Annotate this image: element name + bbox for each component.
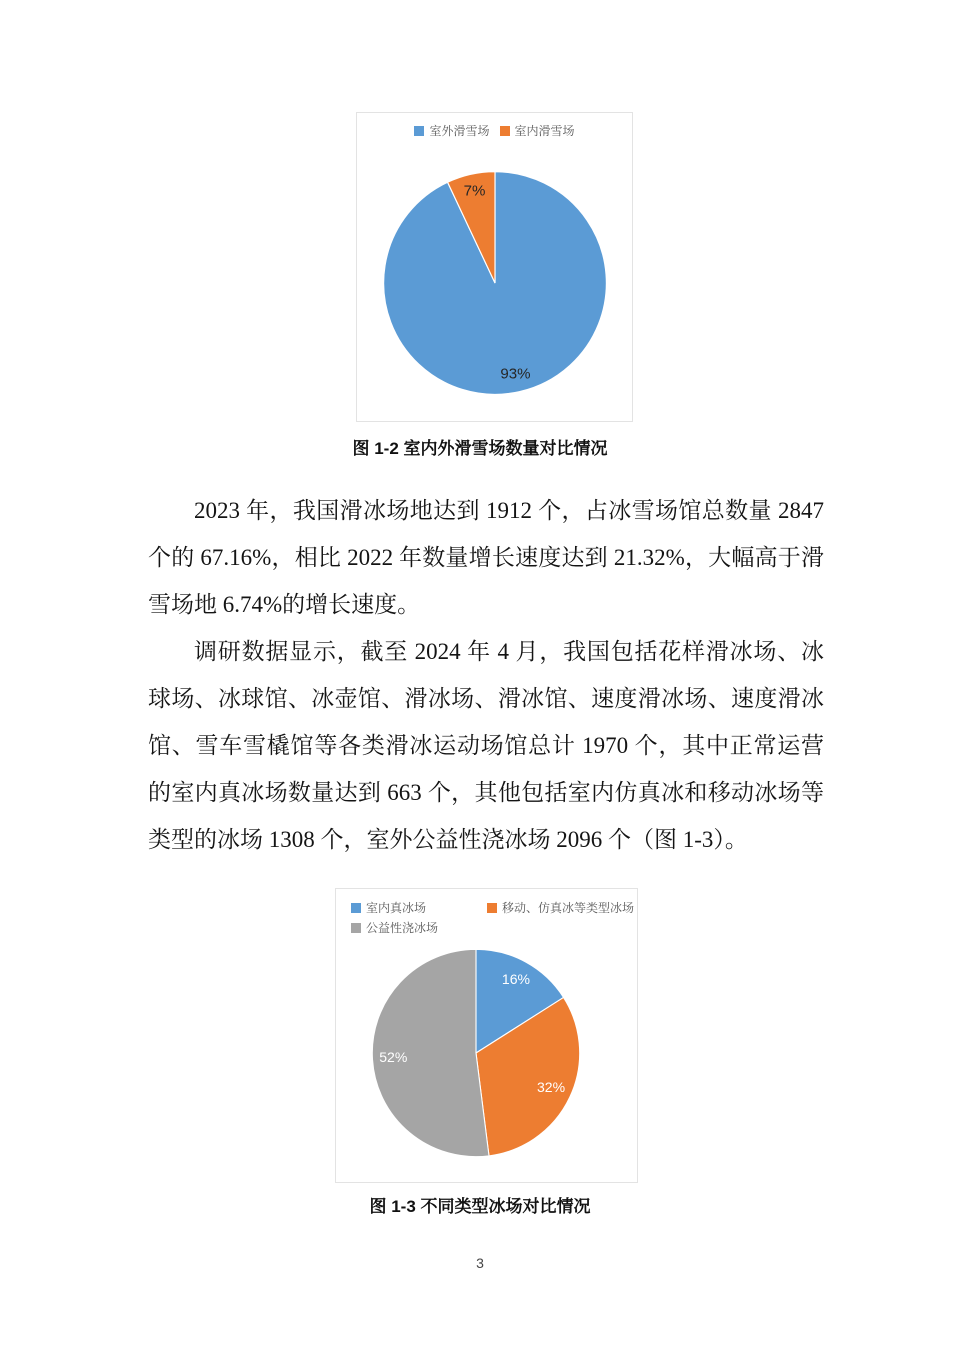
- pie-chart: [368, 945, 584, 1161]
- legend-swatch-icon: [500, 126, 510, 136]
- figure-caption: 图 1-2 室内外滑雪场数量对比情况: [352, 439, 608, 458]
- legend-item: [351, 899, 487, 916]
- body-text: [148, 487, 824, 863]
- pie-data-label: 93%: [499, 365, 531, 383]
- pie-svg: [379, 167, 611, 399]
- pie-data-label: 7%: [463, 182, 485, 200]
- legend-label: 公益性浇冰场: [366, 921, 439, 935]
- figure-1-3-chart: [335, 888, 638, 1183]
- paragraph: 2023 年，我国滑冰场地达到 1912 个，占冰雪场馆总数量 2847 个的 67.16%，相比 2022 年数量增长速度达到 21.32%，大幅高于滑雪场地 6.74%的增长速度。: [148, 498, 824, 617]
- paragraph: 调研数据显示，截至 2024 年 4 月，我国包括花样滑冰场、冰球场、冰球馆、冰壶馆、滑冰场、滑冰馆、速度滑冰场、速度滑冰馆、雪车雪橇馆等各类滑冰运动场馆总计 1970 个，其中正常运营的室内真冰场数量达到 663 个，其他包括室内仿真冰和移动冰场等类型的冰场 1308 个，室外公益性浇冰场 2096 个（图 1-3）。: [148, 639, 824, 852]
- legend-label: 室内真冰场: [366, 901, 427, 915]
- figure-1-2-chart: [356, 112, 633, 422]
- pie-chart: [379, 167, 611, 399]
- legend-label: 室内滑雪场: [514, 124, 575, 138]
- pie-data-label: 16%: [501, 971, 531, 988]
- page-number: 3: [476, 1255, 484, 1271]
- legend-swatch-icon: [351, 923, 361, 933]
- legend-item: [487, 899, 634, 916]
- legend-item: [414, 122, 489, 139]
- legend-swatch-icon: [414, 126, 424, 136]
- legend-swatch-icon: [351, 903, 361, 913]
- chart-legend: [414, 122, 574, 139]
- pie-svg: [368, 945, 584, 1161]
- legend-item: [500, 122, 575, 139]
- legend-label: 室外滑雪场: [429, 124, 490, 138]
- pie-data-label: 52%: [379, 1048, 408, 1065]
- chart-legend: [351, 899, 635, 936]
- legend-swatch-icon: [487, 903, 497, 913]
- pie-data-label: 32%: [537, 1079, 566, 1096]
- legend-item: [351, 919, 487, 936]
- legend-label: 移动、仿真冰等类型冰场: [502, 901, 635, 915]
- figure-caption: 图 1-3 不同类型冰场对比情况: [369, 1197, 591, 1216]
